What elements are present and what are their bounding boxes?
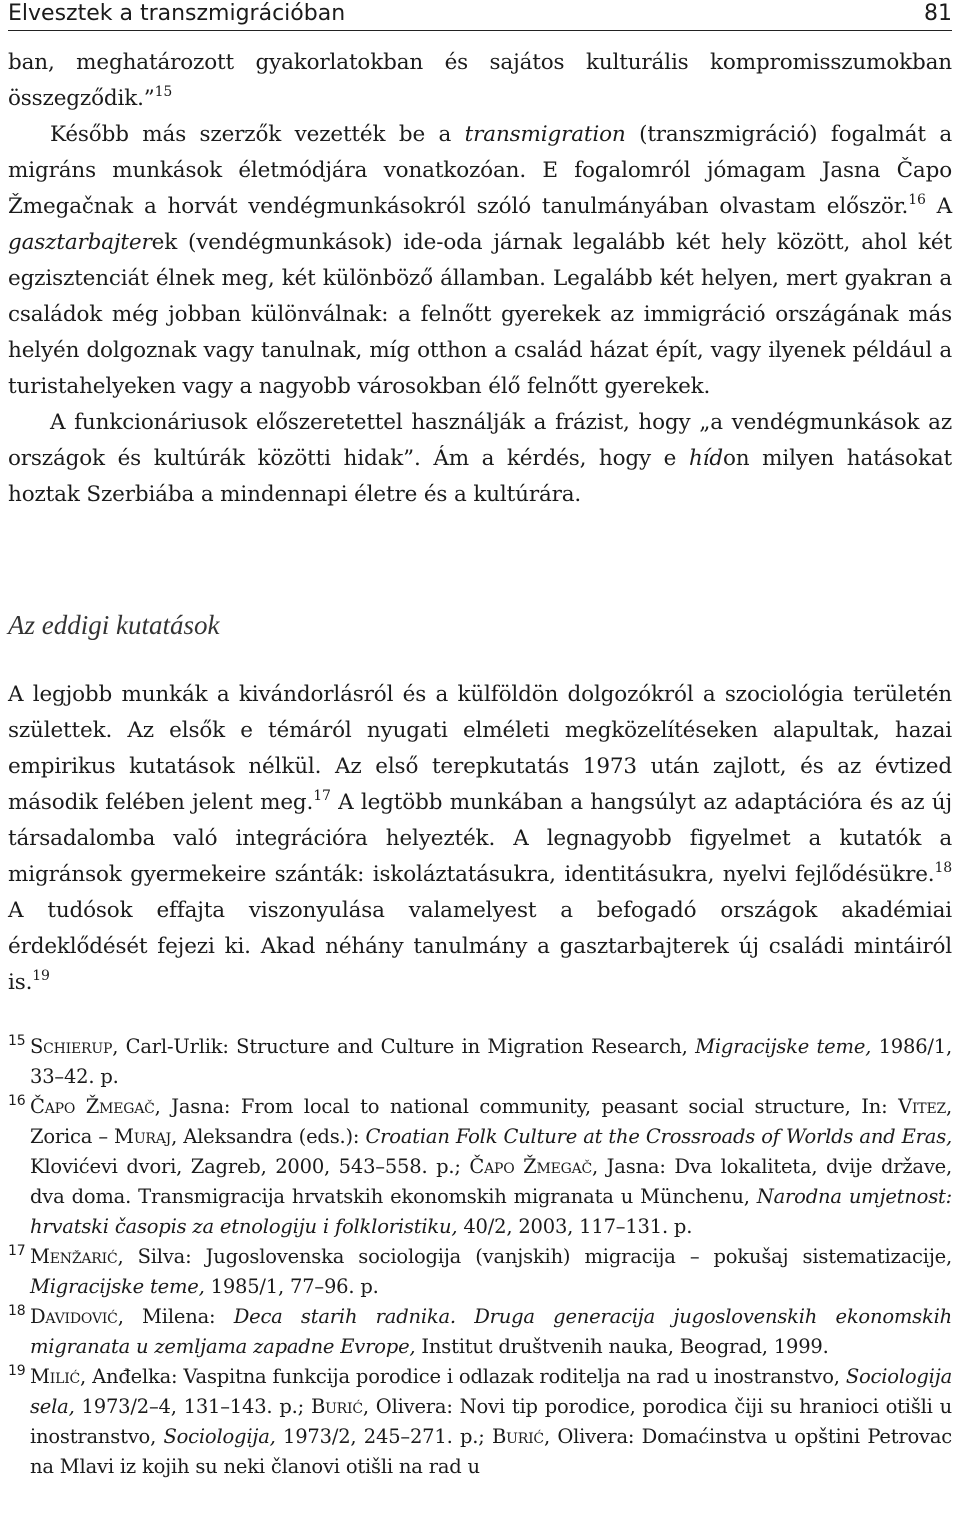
- paragraph-1: ban, meghatározott gyakorlatokban és sajátos kulturális kompromisszumokban összegződik.”$^{15}$: [8, 50, 952, 111]
- paragraph-2: Később más szerzők vezették be a transmigration (transzmigráció) fogalmát a migráns munkások életmódjára vonatkozóan. E fogalomról jómagam Jasna Čapo Žmegačnak a horvát vendégmunkásokról szóló tanulmányában olvastam először.$^{16}$ A gasztarbajterek (vendégmunkások) ide-oda járnak legalább két hely között, ahol két egzisztenciát élnek meg, két különböző államban. Legalább két helyen, mert gyakran a családok még jobban különválnak: a felnőtt gyerekek az immigráció országának más helyén dolgoznak vagy tanulnak, míg otthon a család házat épít, vagy ilyenek például a turistahelyeken vagy a nagyobb városokban élő felnőtt gyerekek.: [8, 122, 953, 399]
- footnotes: [8, 1032, 952, 1482]
- footnote-ref-18[interactable]: 18: [934, 860, 952, 876]
- footnote-15: 15 Schierup, Carl-Urlik: Structure and Culture in Migration Research, Migracijske teme, 1986/1, 33–42. p.: [8, 1033, 952, 1088]
- footnote-number: 15: [8, 1033, 26, 1049]
- running-head: [8, 0, 952, 31]
- footnote-18: 18 Davidović, Milena: Deca starih radnika. Druga generacija jugoslovenskih ekonomskih migranata u zemljama zapadne Evrope, Institut društvenih nauka, Beograd, 1999.: [8, 1303, 952, 1358]
- footnote-number: 17: [8, 1243, 26, 1259]
- section-heading: Az eddigi kutatások: [8, 610, 220, 640]
- paragraph-4: A legjobb munkák a kivándorlásról és a külföldön dolgozókról a szociológia területén születtek. Az elsők e témáról nyugati elméleti megközelítéseken alapultak, hazai empirikus kutatások nélkül. Az első terepkutatás 1973 után zajlott, és az évtized második felében jelent meg.$^{17}$ A legtöbb munkában a hangsúlyt az adaptációra és az új társadalomba való integrációra helyezték. A legnagyobb figyelmet a kutatók a migránsok gyermekeire szánták: iskoláztatásukra, identitásukra, nyelvi fejlődésükre.$^{18}$ A tudósok effajta viszonyulása valamelyest a befogadó országok akadémiai érdeklődését fejezi ki. Akad néhány tanulmány a gasztarbajterek új családi mintáiról is.$^{19}$: [8, 682, 952, 995]
- footnote-ref-17[interactable]: 17: [313, 788, 331, 804]
- footnote-ref-16[interactable]: 16: [908, 192, 926, 208]
- page-number: 81: [924, 1, 952, 26]
- footnote-number: 16: [8, 1093, 26, 1109]
- body-text-bottom: [8, 677, 952, 1001]
- footnote-19: 19 Milić, Anđelka: Vaspitna funkcija porodice i odlazak roditelja na rad u inostranstvo, Sociologija sela, 1973/2–4, 131–143. p.; Burić, Olivera: Novi tip porodice, porodica čiji su hranioci otišli u inostranstvo, Sociologija, 1973/2, 245–271. p.; Burić, Olivera: Domaćinstva u opštini Petrovac na Mlavi iz kojih su neki članovi otišli na rad u: [8, 1363, 952, 1478]
- paragraph-3: A funkcionáriusok előszeretettel használják a frázist, hogy „a vendégmunkások az országok és kultúrák közötti hidak”. Ám a kérdés, hogy e hídon milyen hatásokat hoztak Szerbiába a mindennapi életre és a kultúrára.: [8, 410, 952, 507]
- running-head-title: Elvesztek a transzmigrációban: [8, 1, 346, 26]
- footnote-16: 16 Čapo Žmegač, Jasna: From local to national community, peasant social structure, In: Vitez, Zorica – Muraj, Aleksandra (eds.): Croatian Folk Culture at the Crossroads of Worlds and Eras, Klovićevi dvori, Zagreb, 2000, 543–558. p.; Čapo Žmegač, Jasna: Dva lokaliteta, dvije države, dva doma. Transmigracija hrvatskih ekonomskih migranata u Münchenu, Narodna umjetnost: hrvatski časopis za etnologiju i folkloristiku, 40/2, 2003, 117–131. p.: [8, 1093, 953, 1238]
- footnote-ref-19[interactable]: 19: [32, 968, 50, 984]
- footnote-ref-15[interactable]: 15: [154, 84, 173, 100]
- body-text-top: [8, 45, 952, 513]
- footnote-number: 19: [8, 1363, 26, 1379]
- footnote-17: 17 Menžarić, Silva: Jugoslovenska sociologija (vanjskih) migracija – pokušaj sistematizacije, Migracijske teme, 1985/1, 77–96. p.: [8, 1243, 952, 1298]
- footnote-number: 18: [8, 1303, 26, 1319]
